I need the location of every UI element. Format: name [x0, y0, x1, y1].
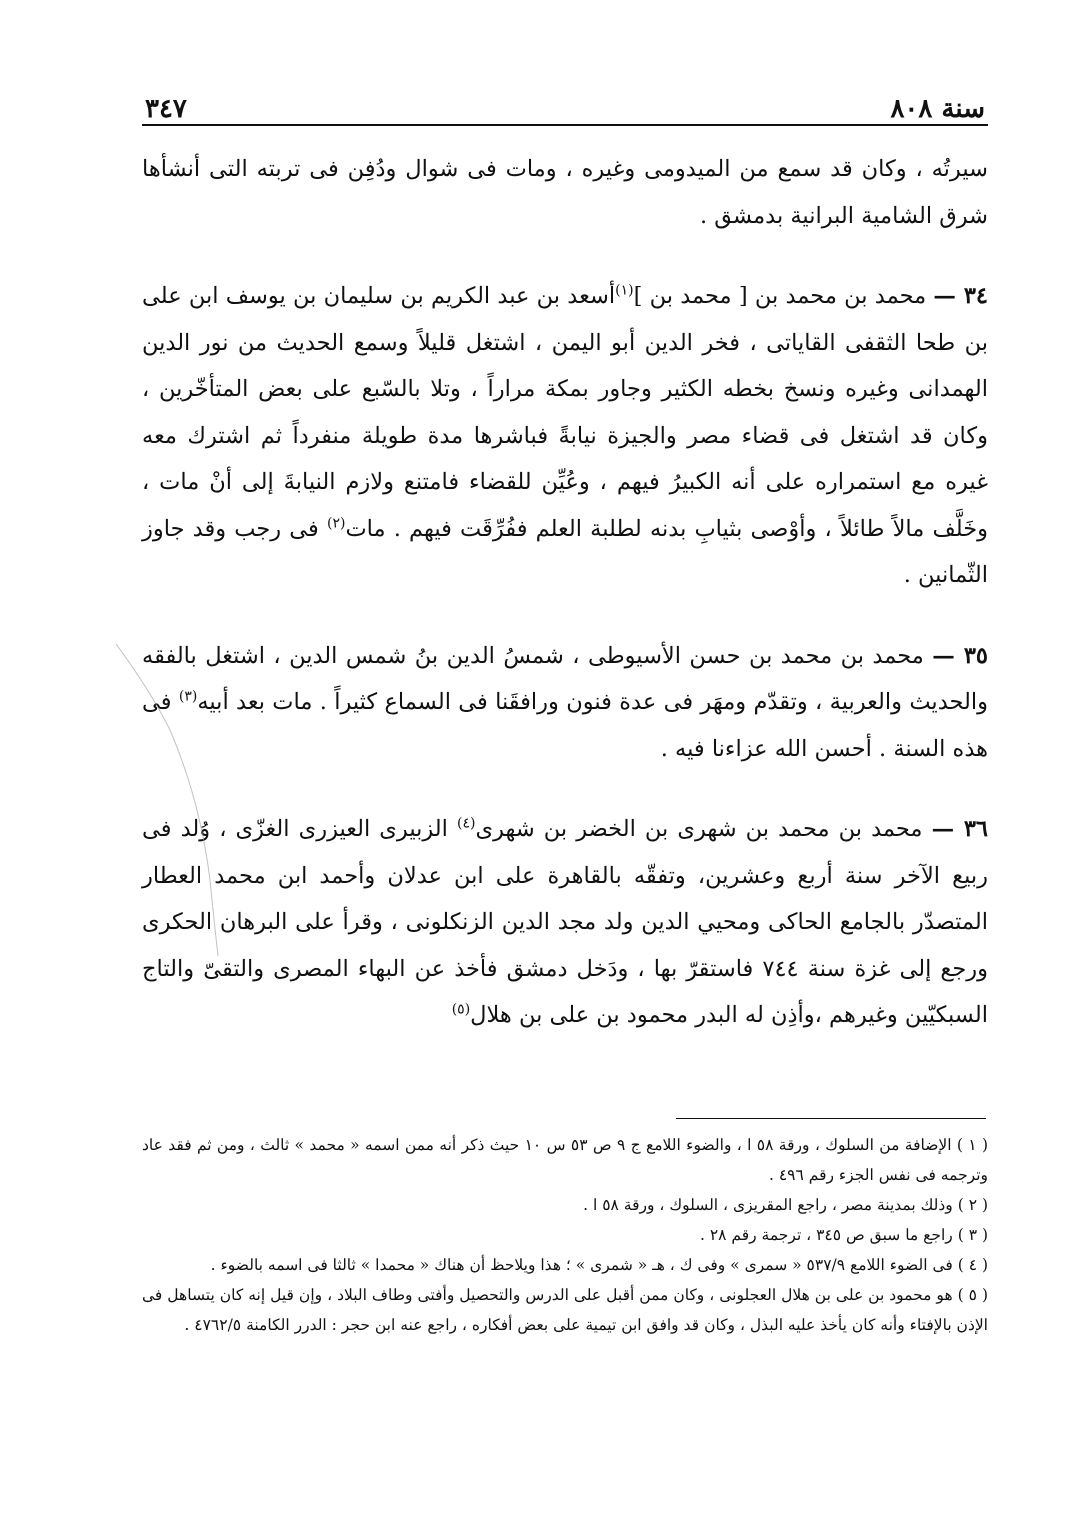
- footnote-ref: (١): [615, 282, 634, 299]
- footnote-3: ( ٣ ) راجع ما سبق ص ٣٤٥ ، ترجمة رقم ٢٨ .: [699, 1226, 988, 1244]
- entry-34: [142, 273, 988, 599]
- footnote-ref: (٢): [326, 515, 346, 531]
- entry-text: فى هذه السنة . أحسن الله عزاءنا فيه .: [142, 689, 988, 762]
- entry-number: ٣٤ —: [933, 283, 988, 309]
- entry-36: [142, 806, 988, 1039]
- intro-paragraph: سيرتُه ، وكان قد سمع من الميدومى وغيره ، ومات فى شوال ودُفِن فى تربته التى أنشأها شرق الشامية البرانية بدمشق .: [142, 156, 988, 229]
- page-header: [145, 82, 985, 124]
- entry-text: فى رجب وقد جاوز الثّمانين .: [142, 515, 988, 588]
- footnote-ref: (٣): [178, 688, 198, 705]
- footnote-ref: (٥): [451, 1001, 471, 1018]
- entry-35: [142, 633, 988, 773]
- entry-text: أسعد بن عبد الكريم بن سليمان بن يوسف ابن على بن طحا الثقفى القاياتى ، فخر الدين أبو اليمن ، اشتغل قليلاً وسمع الحديث من نور الدين الهمدانى وغيره ونسخ بخطه الكثير وجاور بمكة مراراً ، وتلا بالسّبع على بعض المتأخّرين ، وكان قد اشتغل فى قضاء مصر والجيزة نيابةً فباشرها مدة طويلة منفرداً ثم اشترك معه غيره مع استمراره على أنه الكبيرُ فيهم ، وعُيِّن للقضاء فامتنع ولازم النيابةَ إلى أنْ مات ، وخَلَّف مالاً طائلاً ، وأوْصى بثيابِ بدنه لطلبة العلم ففُرِّقَت فيهم . مات: [142, 283, 988, 542]
- footnote-2: ( ٢ ) وذلك بمدينة مصر ، راجع المقريزى ، السلوك ، ورقة ٥٨ ا .: [583, 1196, 988, 1214]
- entry-text: محمد بن محمد بن حسن الأسيوطى ، شمسُ الدين بنُ شمس الدين ، اشتغل بالفقه والحديث والعربية ، وتقدّم ومهَر فى عدة فنون ورافقَنا فى السماع كثيراً . مات بعد أبيه: [142, 642, 988, 715]
- footnote-rule: [676, 1118, 986, 1119]
- entry-number: ٣٦ —: [931, 816, 988, 842]
- entry-number: ٣٥ —: [932, 642, 988, 669]
- entry-text: الزبيرى العيزرى الغزّى ، وُلد فى ربيع الآخر سنة أربع وعشرين، وتفقّه بالقاهرة على ابن عدلان وأحمد ابن محمد العطار المتصدّر بالجامع الحاكى ومحيي الدين ولد مجد الدين الزنكلونى ، وقرأ على البرهان الحكرى ورجع إلى غزة سنة ٧٤٤ فاستقرّ بها ، ودَخل دمشق فأخذ عن البهاء المصرى والتقىّ والتاج السبكيّين وغيرهم ،وأذِن له البدر محمود بن على بن هلال: [142, 816, 988, 1028]
- header-year: سنة ٨٠٨: [890, 94, 985, 124]
- main-text: [142, 146, 988, 1039]
- entry-text: محمد بن محمد بن شهرى بن الخضر بن شهرى: [475, 816, 923, 842]
- footnotes: [142, 1130, 988, 1340]
- header-rule: [142, 124, 988, 126]
- entry-text: محمد بن محمد بن [ محمد بن ]: [633, 283, 927, 309]
- footnote-5: ( ٥ ) هو محمود بن على بن هلال العجلونى ، وكان ممن أقبل على الدرس والتحصيل وأفتى وطاف البلاد ، وإن قيل إنه كان يتساهل فى الإذن بالإفتاء وأنه كان يأخذ عليه البذل ، وكان قد وافق ابن تيمية على بعض أفكاره ، راجع عنه ابن حجر : الدرر الكامنة ٤٧٦٢/٥ .: [142, 1286, 988, 1334]
- page-number: ٣٤٧: [145, 94, 187, 124]
- footnote-4: ( ٤ ) فى الضوء اللامع ٥٣٧/٩ « سمرى » وفى ك ، هـ « شمرى » ؛ هذا ويلاحظ أن هناك « محمدا » ثالثا فى اسمه بالضوء .: [210, 1256, 988, 1274]
- footnote-1: ( ١ ) الإضافة من السلوك ، ورقة ٥٨ ا ، والضوء اللامع ج ٩ ص ٥٣ س ١٠ حيث ذكر أنه ممن اسمه « محمد » ثالث ، ومن ثم فقد عاد وترجمه فى نفس الجزء رقم ٤٩٦ .: [142, 1136, 988, 1184]
- footnote-ref: (٤): [457, 815, 476, 832]
